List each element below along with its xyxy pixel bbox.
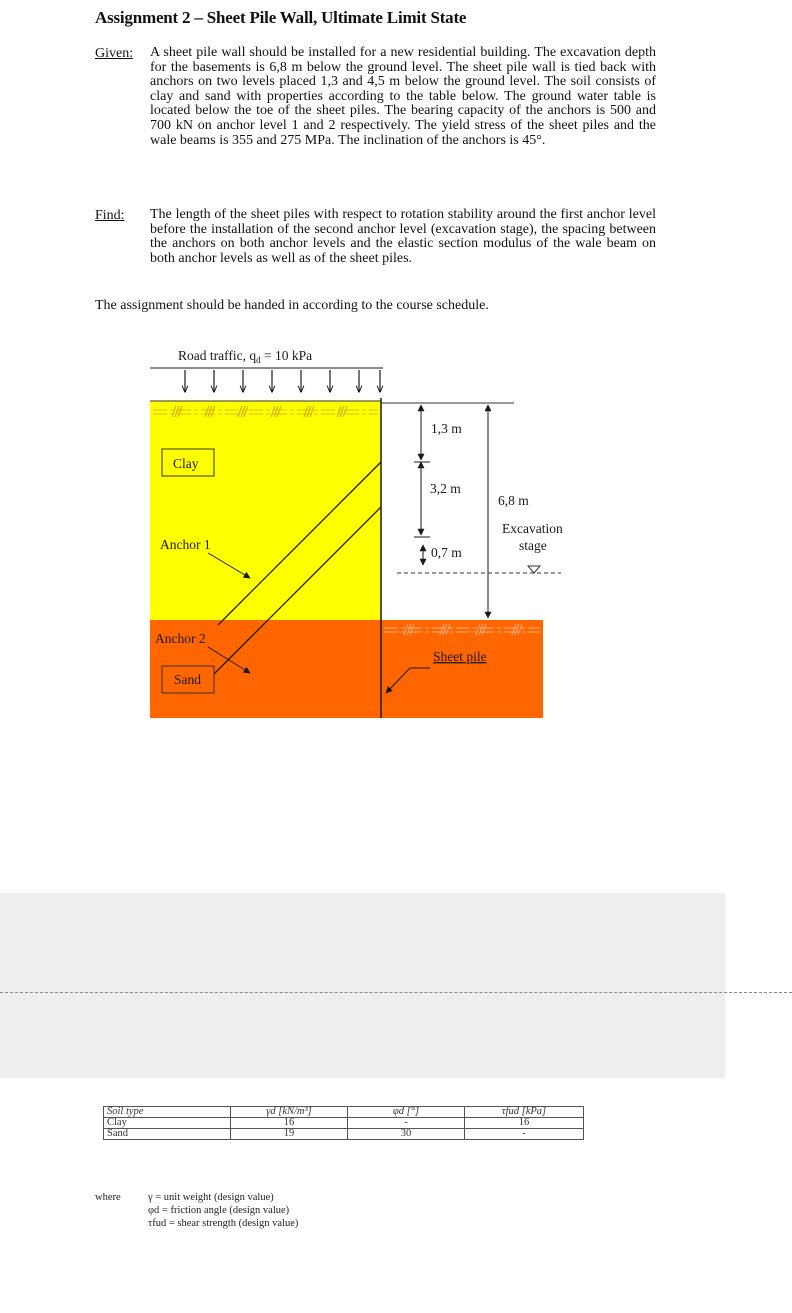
gray-panel [0, 893, 725, 1078]
dimension-lines [414, 405, 488, 618]
where-label: where [95, 1192, 121, 1203]
sheet-pile-label: Sheet pile [433, 649, 487, 664]
dim-3-2-label: 3,2 m [430, 481, 461, 496]
where-line-1: γ = unit weight (design value) [148, 1192, 274, 1203]
find-text: The length of the sheet piles with respect to rotation stability around the first anchor level before the installation of the second anchor level (excavation stage), the spacing between the anchors on both anchor levels and the elastic section modulus of the wale beam on both anchor levels as well as of the sheet piles. [150, 207, 656, 266]
sheet-pile-figure [0, 330, 792, 730]
water-level-symbol [528, 566, 540, 573]
soil-table [103, 1106, 584, 1140]
dim-1-3-label: 1,3 m [431, 421, 462, 436]
clay-layer [150, 401, 381, 620]
where-line-2: φd = friction angle (design value) [148, 1205, 290, 1216]
given-label: Given: [95, 46, 134, 61]
anchor-1-label: Anchor 1 [160, 537, 211, 552]
given-text: A sheet pile wall should be installed for a new residential building. The excavation depth for the basements is 6,8 m below the ground level. The sheet pile wall is tied back with anchors on two levels placed 1,3 and 4,5 m below the ground level. The soil consists of clay and sand with properties according to the table below. The ground water table is located below the toe of the sheet piles. The bearing capacity of the anchors is 500 and 700 kN on anchor level 1 and 2 respectively. The yield stress of the sheet piles and the wale beams is 355 and 275 MPa. The inclination of the anchors is 45°. [150, 45, 656, 148]
table-row: Clay 16 - 16 [104, 1118, 584, 1129]
schedule-note: The assignment should be handed in according to the course schedule. [95, 298, 489, 313]
stage-label: stage [519, 538, 547, 553]
road-traffic-arrows [185, 370, 380, 392]
excavation-label: Excavation [502, 521, 563, 536]
table-row: Sand 19 30 - [104, 1129, 584, 1140]
road-traffic-label: Road traffic, $q_d = 10$ kPa [178, 348, 313, 365]
where-line-3: τfud = shear strength (design value) [148, 1218, 299, 1229]
anchor-2-label: Anchor 2 [155, 631, 206, 646]
dim-0-7-label: 0,7 m [431, 545, 462, 560]
clay-label: Clay [173, 456, 199, 471]
find-label: Find: [95, 208, 125, 223]
page-break-line [0, 992, 792, 993]
sand-label: Sand [174, 672, 201, 687]
dim-6-8-label: 6,8 m [498, 493, 529, 508]
assignment-title: Assignment 2 – Sheet Pile Wall, Ultimate Limit State [95, 8, 467, 27]
table-header-row: Soil type γd [kN/m³] φd [°] τfud [kPa] [104, 1107, 584, 1118]
